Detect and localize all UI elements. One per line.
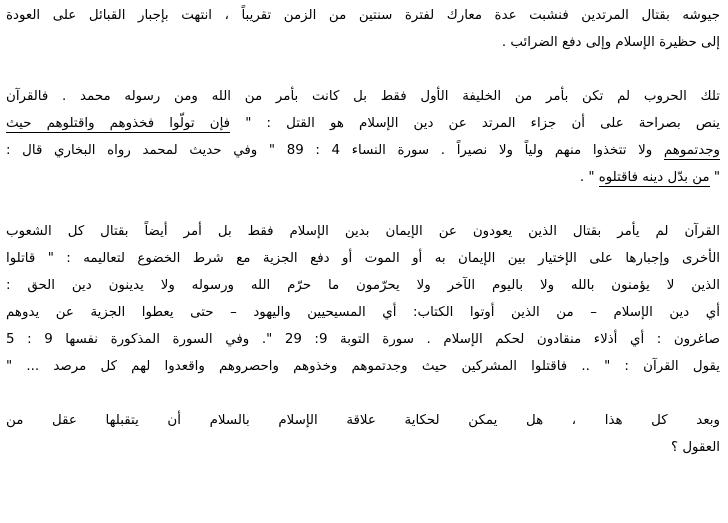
- text-line: وبعد كل هذا ، هل يمكن لحكاية علاقة الإسلام بالسلام أن يتقبلها عقل من: [6, 413, 720, 428]
- text-line: " من بدّل دينه فاقتلوه " .: [579, 170, 720, 185]
- paragraph-2: [6, 83, 720, 191]
- paragraph-3: [6, 218, 720, 380]
- text-line: أي دين الإسلام – من الذين أوتوا الكتاب: أي المسيحيين واليهود – حتى يعطوا الجزية عن يدوهم: [6, 305, 720, 320]
- paragraph-spacer: [6, 191, 720, 218]
- paragraph-spacer: [6, 56, 720, 83]
- text-line: الأخرى وإجبارها على الإختيار بين الإيمان به أو الموت أو دفع الجزية مع شرط الخضوع لتعاليمه : " قاتلوا: [6, 251, 720, 266]
- paragraph-1: [6, 2, 720, 56]
- text-line: إلى حظيرة الإسلام وإلى دفع الضرائب .: [501, 35, 720, 50]
- text-line: تلك الحروب لم تكن بأمر من الخليفة الأول فقط بل كانت بأمر من الله ومن رسوله محمد . فالقرآن: [6, 89, 720, 104]
- text-line: وجدتموهم ولا تتخذوا منهم ولياً ولا نصيراً . سورة النساء 4 : 89 " وفي حديث لمحمد رواه البخاري قال :: [6, 143, 721, 158]
- text-line: القرآن لم يأمر بقتال الذين يعودون عن الإيمان بدين الإسلام فقط بل أمر أيضاً بقتال كل الشعوب: [6, 224, 720, 239]
- underlined-quote: من بدّل دينه فاقتلوه: [598, 170, 710, 185]
- text-line: جيوشه بقتال المرتدين فنشبت عدة معارك لفترة سنتين من الزمن تقريباً ، انتهت بإجبار القبائل على العودة: [6, 8, 720, 23]
- paragraph-4: [6, 407, 720, 461]
- text-line: يقول القرآن : " .. فاقتلوا المشركين حيث وجدتموهم وخذوهم واحصروهم واقعدوا لهم كل مرصد ... ": [6, 359, 720, 374]
- text-line: الذين لا يؤمنون بالله ولا باليوم الآخر ولا يحرّمون ما حرّم الله ورسوله ولا يدينون دين الحق :: [6, 278, 720, 293]
- text-line: العقول ؟: [670, 440, 720, 455]
- text-line: ينص بصراحة على أن جزاء المرتد عن دين الإسلام هو القتل : " فإن تولّوا فخذوهم واقتلوهم حيث: [6, 116, 720, 131]
- underlined-quote: فإن تولّوا فخذوهم واقتلوهم حيث: [6, 116, 231, 131]
- underlined-quote: وجدتموهم: [663, 143, 721, 158]
- text-line: صاغرون : أي أذلاء منقادون لحكم الإسلام . سورة التوبة 9: 29 ". وفي السورة المذكورة نفسها 9 : 5: [6, 332, 720, 347]
- paragraph-spacer: [6, 380, 720, 407]
